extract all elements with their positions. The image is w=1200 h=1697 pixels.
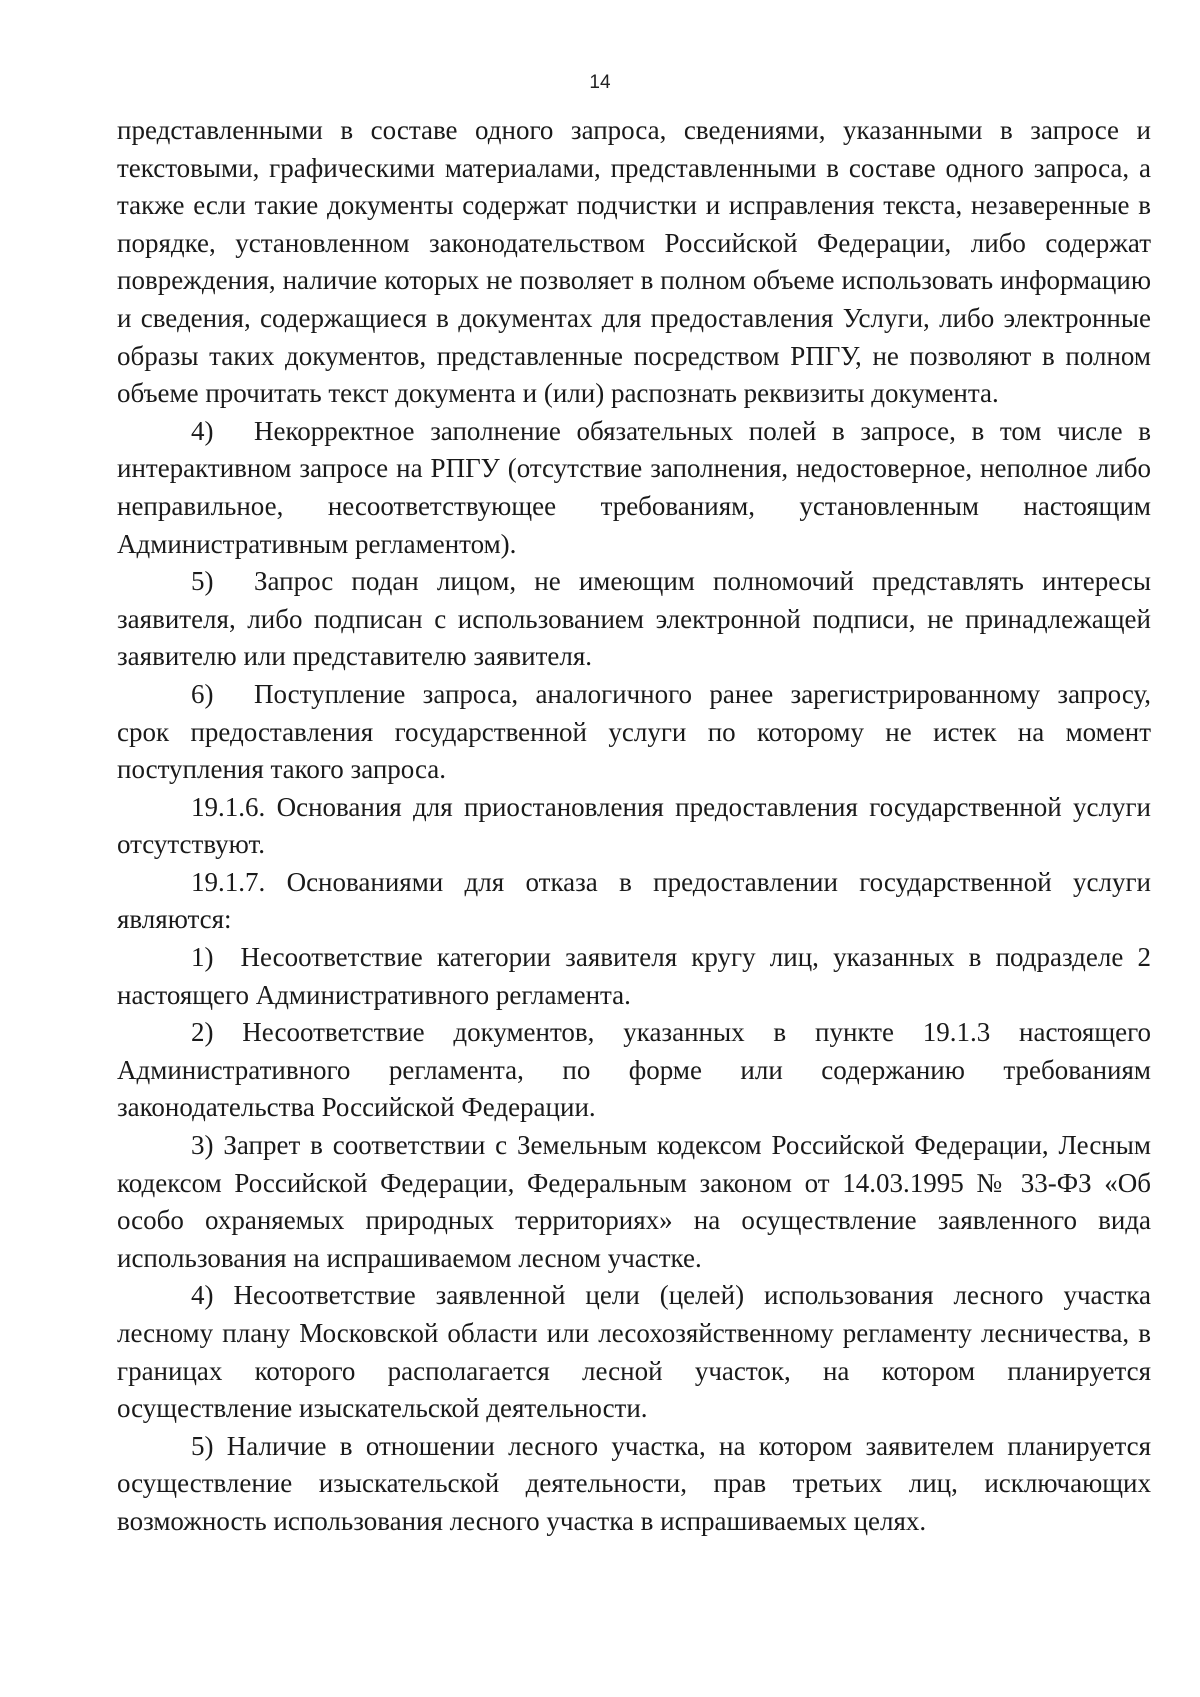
refusal-item-2: 2) Несоответствие документов, указанных в пункте 19.1.3 настоящего Административного регламента, по форме или содержанию требованиям законодательства Российской Федерации. xyxy=(117,1017,1151,1123)
refusal-item-5: 5) Наличие в отношении лесного участка, на котором заявителем планируется осуществление изыскательской деятельности, прав третьих лиц, исключающих возможность использования лесного участка в испрашиваемых целях. xyxy=(117,1430,1151,1536)
paragraph-item-4: 4) Некорректное заполнение обязательных полей в запросе, в том числе в интерактивном запросе на РПГУ (отсутствие заполнения, недостоверное, неполное либо неправильное, несоответствующее требованиям, установленным настоящим Административным регламентом). xyxy=(117,415,1151,559)
refusal-item-4: 4) Несоответствие заявленной цели (целей) использования лесного участка лесному плану Московской области или лесохозяйственному регламенту лесничества, в границах которого располагается лесной участок, на котором планируется осуществление изыскательской деятельности. xyxy=(117,1280,1151,1424)
paragraph-19-1-6: 19.1.6. Основания для приостановления предоставления государственной услуги отсутствуют. xyxy=(117,791,1151,860)
paragraph-19-1-7: 19.1.7. Основаниями для отказа в предоставлении государственной услуги являются: xyxy=(117,866,1151,935)
paragraph-continuation: представленными в составе одного запроса, сведениями, указанными в запросе и текстовыми, графическими материалами, представленными в составе одного запроса, а также если такие документы содержат подчистки и исправления текста, незаверенные в порядке, установленном законодательством Российской Федерации, либо содержат повреждения, наличие которых не позволяет в полном объеме использовать информацию и сведения, содержащиеся в документах для предоставления Услуги, либо электронные образы таких документов, представленные посредством РПГУ, не позволяют в полном объеме прочитать текст документа и (или) распознать реквизиты документа. xyxy=(117,115,1151,409)
refusal-item-1: 1) Несоответствие категории заявителя кругу лиц, указанных в подразделе 2 настоящего Административного регламента. xyxy=(117,942,1151,1010)
paragraph-item-6: 6) Поступление запроса, аналогичного ранее зарегистрированному запросу, срок предоставления государственной услуги по которому не истек на момент поступления такого запроса. xyxy=(117,678,1151,785)
document-body xyxy=(117,112,1151,1541)
paragraph-item-5: 5) Запрос подан лицом, не имеющим полномочий представлять интересы заявителя, либо подписан с использованием электронной подписи, не принадлежащей заявителю или представителю заявителя. xyxy=(117,566,1151,672)
page-number: 14 xyxy=(589,72,611,93)
refusal-item-3: 3) Запрет в соответствии с Земельным кодексом Российской Федерации, Лесным кодексом Российской Федерации, Федеральным законом от 14.03.1995 № 33-ФЗ «Об особо охраняемых природных территориях» на осуществление заявленного вида использования на испрашиваемом лесном участке. xyxy=(117,1130,1151,1273)
